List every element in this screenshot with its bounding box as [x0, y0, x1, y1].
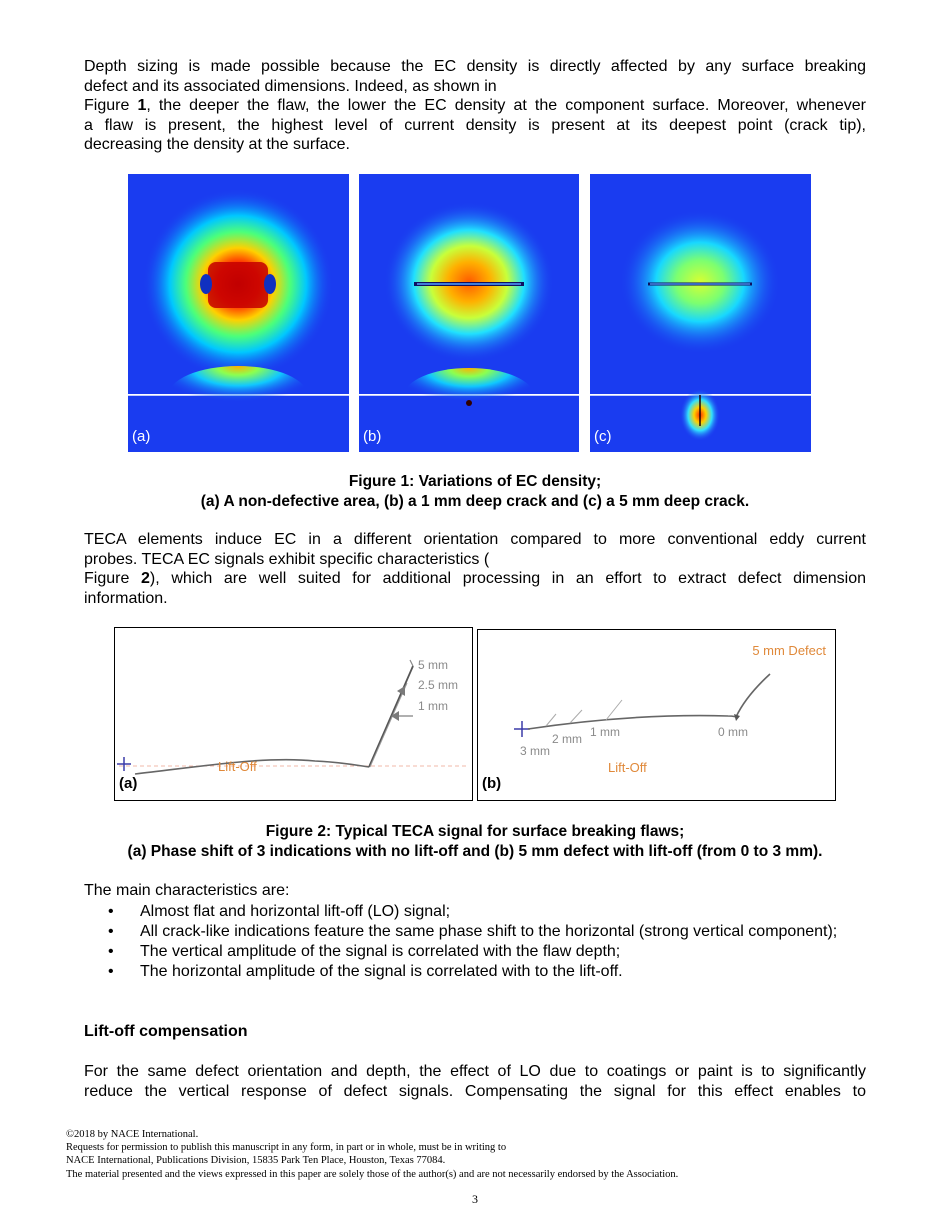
- teca-signal-plot-b: [478, 630, 835, 800]
- para1-line4: a flaw is present, the highest level of current density is present at its deepest point (crack tip),: [84, 116, 866, 134]
- para2-line2: probes. TECA EC signals exhibit specific characteristics (: [84, 550, 490, 568]
- figure2-panel-b: [477, 629, 836, 801]
- section-heading: Lift-off compensation: [84, 1023, 248, 1040]
- liftoff-2mm: 2 mm: [552, 732, 582, 746]
- figure2-b-label: (b): [482, 775, 502, 792]
- footer-line2: Requests for permission to publish this manuscript in any form, in part or in whole, must be in writing to: [66, 1142, 507, 1154]
- liftoff-0mm: 0 mm: [718, 725, 748, 739]
- panel-a-label: (a): [132, 428, 151, 445]
- para1-line5: decreasing the density at the surface.: [84, 136, 350, 154]
- para2-line3: Figure 2), which are well suited for additional processing in an effort to extract defect dimension: [84, 570, 867, 588]
- footer-line3: NACE International, Publications Division, 15835 Park Ten Place, Houston, Texas 77084.: [66, 1155, 446, 1167]
- list-item: • All crack-like indications feature the same phase shift to the horizontal (strong vertical component);: [108, 923, 838, 940]
- copyright-footer: [66, 1128, 906, 1181]
- para1-line1: Depth sizing is made possible because the EC density is directly affected by any surface breaking: [84, 58, 866, 75]
- liftoff-label-a: Lift-Off: [218, 759, 257, 774]
- figure1-panel-c: [590, 174, 811, 452]
- liftoff-3mm: 3 mm: [520, 744, 550, 758]
- panel-b-label: (b): [363, 428, 382, 445]
- list-item: • The vertical amplitude of the signal is correlated with the flaw depth;: [108, 943, 621, 960]
- ec-density-map-a: [128, 174, 349, 452]
- figure1-panel-a: [128, 174, 349, 452]
- liftoff-1mm: 1 mm: [590, 725, 620, 739]
- depth-label-5mm: 5 mm: [418, 658, 448, 672]
- figure1-caption-title: Figure 1: Variations of EC density;: [348, 473, 602, 490]
- footer-line1: ©2018 by NACE International.: [66, 1129, 199, 1140]
- ec-density-map-b: [359, 174, 579, 452]
- liftoff-paragraph: [84, 1062, 866, 1101]
- liftoff-label-b: Lift-Off: [608, 760, 647, 775]
- figure2-caption: [70, 822, 880, 861]
- section-line2: reduce the vertical response of defect signals. Compensating the signal for this effect enables to: [84, 1082, 866, 1100]
- teca-signal-plot-a: [115, 628, 472, 800]
- figure2-caption-title: Figure 2: Typical TECA signal for surface breaking flaws;: [265, 823, 685, 840]
- characteristics-intro: The main characteristics are:: [84, 882, 290, 899]
- defect-label: 5 mm Defect: [752, 643, 826, 658]
- figure2-panel-a: [114, 627, 473, 801]
- teca-paragraph: [84, 530, 866, 608]
- figure2-caption-detail: (a) Phase shift of 3 indications with no lift-off and (b) 5 mm defect with lift-off (from 0 to 3 mm).: [127, 842, 823, 860]
- figure1-caption-detail: (a) A non-defective area, (b) a 1 mm deep crack and (c) a 5 mm deep crack.: [200, 492, 750, 510]
- depth-label-1mm: 1 mm: [418, 699, 448, 713]
- page-number: 3: [472, 1192, 478, 1206]
- footer-line4: The material presented and the views expressed in this paper are solely those of the author(s) and are not necessarily endorsed by the Association.: [66, 1168, 679, 1180]
- intro-paragraph: [84, 57, 866, 155]
- figure1-caption: [84, 472, 866, 511]
- characteristics-list: [84, 902, 866, 982]
- ec-density-map-c: [590, 174, 811, 452]
- figure2-a-label: (a): [119, 775, 138, 792]
- para1-line3: Figure 1, the deeper the flaw, the lower the EC density at the component surface. Moreover, whenever: [84, 97, 867, 115]
- para2-line1: TECA elements induce EC in a different orientation compared to more conventional eddy current: [84, 531, 866, 548]
- para2-line4: information.: [84, 589, 168, 607]
- panel-c-label: (c): [594, 428, 612, 445]
- section-line1: For the same defect orientation and depth, the effect of LO due to coatings or paint is to significantly: [84, 1063, 866, 1080]
- depth-label-2-5mm: 2.5 mm: [418, 678, 459, 692]
- list-item: • The horizontal amplitude of the signal is correlated with to the lift-off.: [108, 963, 623, 980]
- list-item: • Almost flat and horizontal lift-off (LO) signal;: [108, 903, 451, 920]
- para1-line2: defect and its associated dimensions. Indeed, as shown in: [84, 77, 497, 95]
- figure1-panel-b: [359, 174, 579, 452]
